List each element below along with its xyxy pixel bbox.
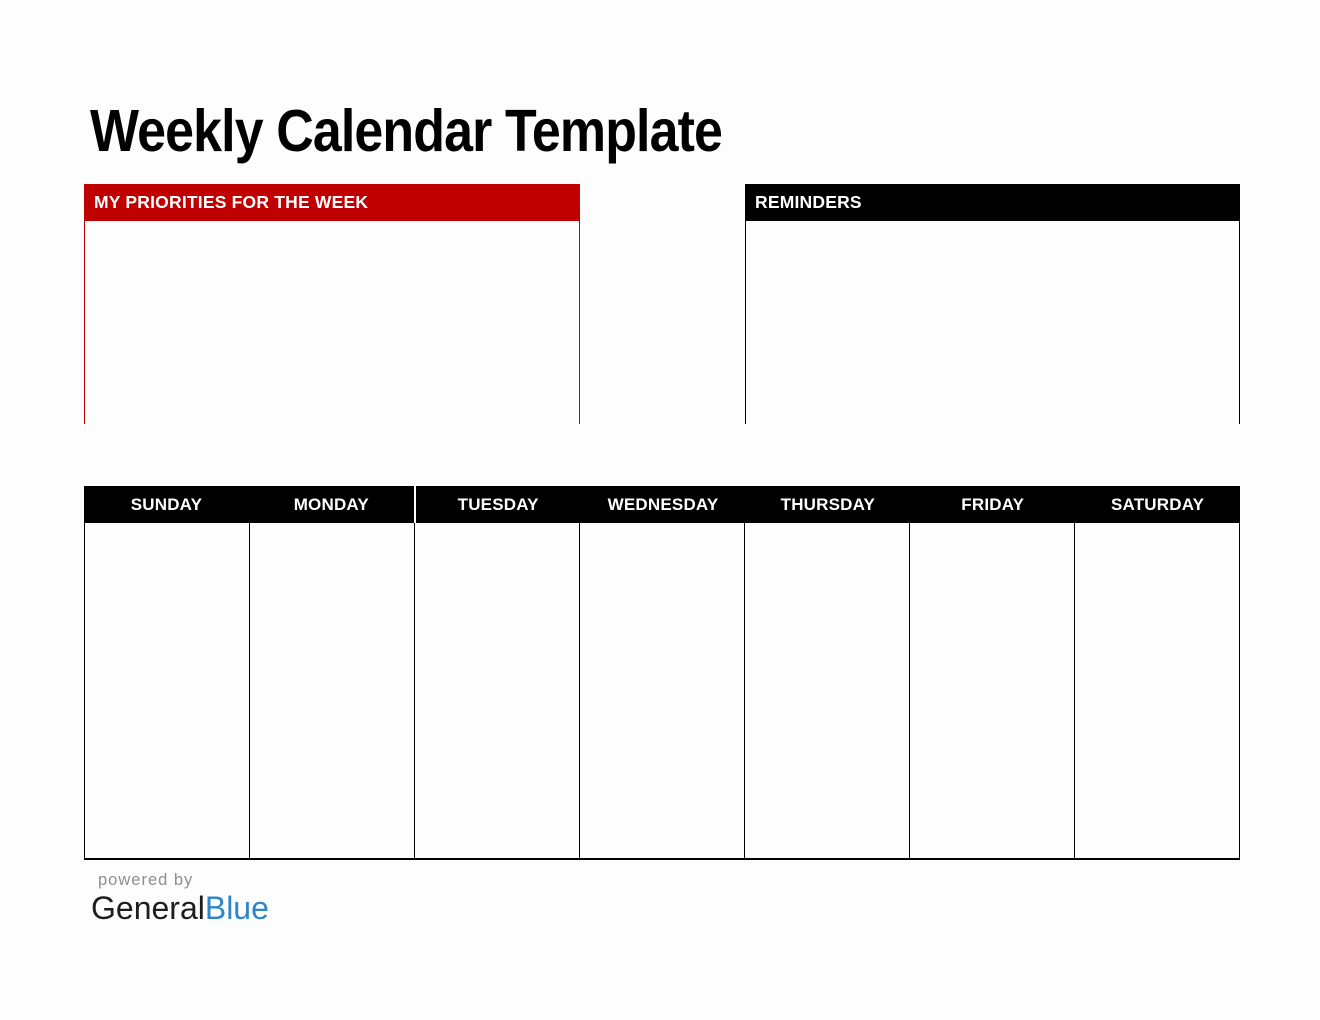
- powered-by-text: powered by: [98, 871, 194, 889]
- brand-name-blue: Blue: [204, 890, 269, 926]
- day-cell-monday[interactable]: [249, 523, 414, 858]
- day-cell-tuesday[interactable]: [414, 523, 579, 858]
- day-header-saturday: SATURDAY: [1110, 494, 1205, 514]
- priorities-panel-label: MY PRIORITIES FOR THE WEEK: [94, 192, 369, 212]
- priorities-content-area[interactable]: [85, 221, 579, 424]
- reminders-panel-header: [745, 184, 1240, 221]
- priorities-panel: [84, 184, 580, 424]
- day-cell-friday[interactable]: [909, 523, 1074, 858]
- week-table: [84, 486, 1240, 860]
- day-header-friday: FRIDAY: [961, 494, 1025, 514]
- day-header-monday: MONDAY: [293, 494, 369, 514]
- day-cell-thursday[interactable]: [744, 523, 909, 858]
- week-table-header-row: [84, 486, 1240, 523]
- page-title: Weekly Calendar Template: [90, 98, 722, 164]
- week-table-body-row: [84, 523, 1240, 860]
- day-cell-saturday[interactable]: [1074, 523, 1239, 858]
- brand-name-general: General: [91, 890, 205, 926]
- priorities-panel-header: [84, 184, 580, 221]
- day-header-wednesday: WEDNESDAY: [607, 494, 719, 514]
- day-cell-wednesday[interactable]: [579, 523, 744, 858]
- reminders-panel: [745, 184, 1240, 424]
- day-header-tuesday: TUESDAY: [414, 486, 581, 523]
- general-blue-logo: [91, 890, 269, 927]
- day-cell-sunday[interactable]: [85, 523, 249, 858]
- reminders-panel-label: REMINDERS: [755, 192, 862, 212]
- day-header-thursday: THURSDAY: [780, 494, 876, 514]
- day-header-sunday: SUNDAY: [130, 494, 203, 514]
- reminders-content-area[interactable]: [746, 221, 1239, 424]
